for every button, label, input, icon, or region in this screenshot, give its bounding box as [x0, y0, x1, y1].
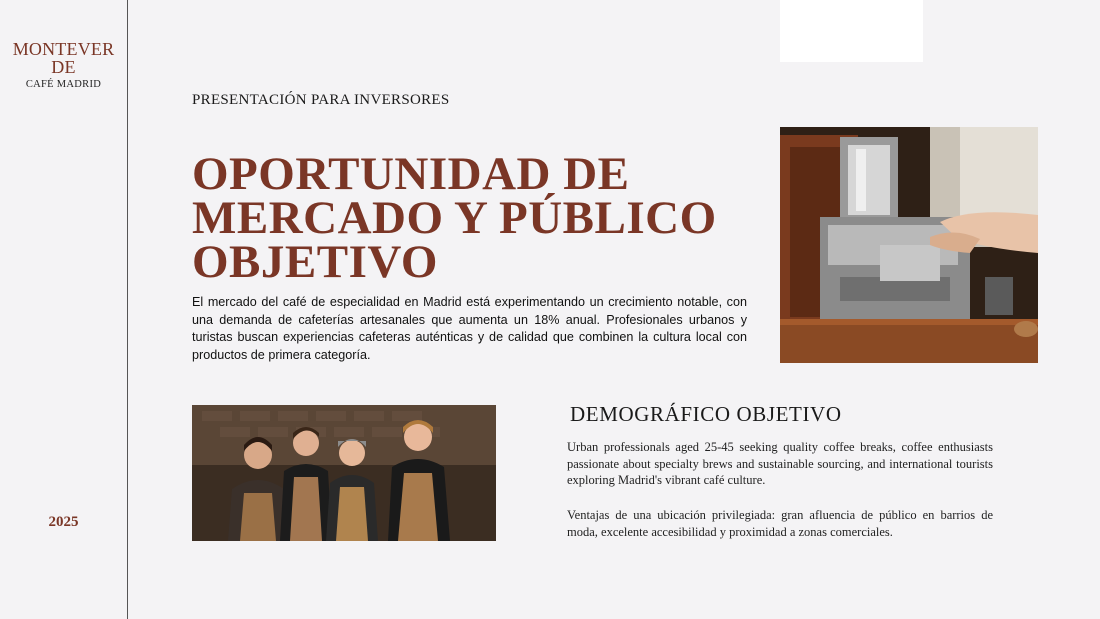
- section-heading-demographic: DEMOGRÁFICO OBJETIVO: [570, 402, 842, 426]
- brand-name: MONTEVER DE: [12, 39, 115, 77]
- year-label: 2025: [48, 514, 79, 530]
- team-photo: [192, 405, 496, 541]
- slide-eyebrow: PRESENTACIÓN PARA INVERSORES: [192, 92, 450, 108]
- brand-subtitle: CAFÉ MADRID: [25, 79, 102, 90]
- demographic-paragraph-1: Urban professionals aged 25-45 seeking quality coffee breaks, coffee enthusiasts passionate about specialty brews and sustainable sourcing, and international tourists exploring Madrid's vibrant café culture.: [567, 440, 993, 487]
- sidebar: [0, 0, 128, 619]
- slide-title: OPORTUNIDAD DE MERCADO Y PÚBLICO OBJETIVO: [192, 148, 717, 288]
- slide-lead-paragraph: El mercado del café de especialidad en Madrid está experimentando un crecimiento notable, con una demanda de cafeterías artesanales que aumenta un 18% anual. Profesionales urbanos y turistas buscan experiencias cafeteras auténticas y de calidad que combinen la cultura local con productos de primera categoría.: [192, 295, 747, 362]
- blank-panel: [780, 0, 923, 62]
- demographic-paragraph-2: Ventajas de una ubicación privilegiada: gran afluencia de público en barrios de moda, excelente accesibilidad y proximidad a zonas comerciales.: [567, 508, 993, 539]
- espresso-machine-photo: [780, 127, 1038, 363]
